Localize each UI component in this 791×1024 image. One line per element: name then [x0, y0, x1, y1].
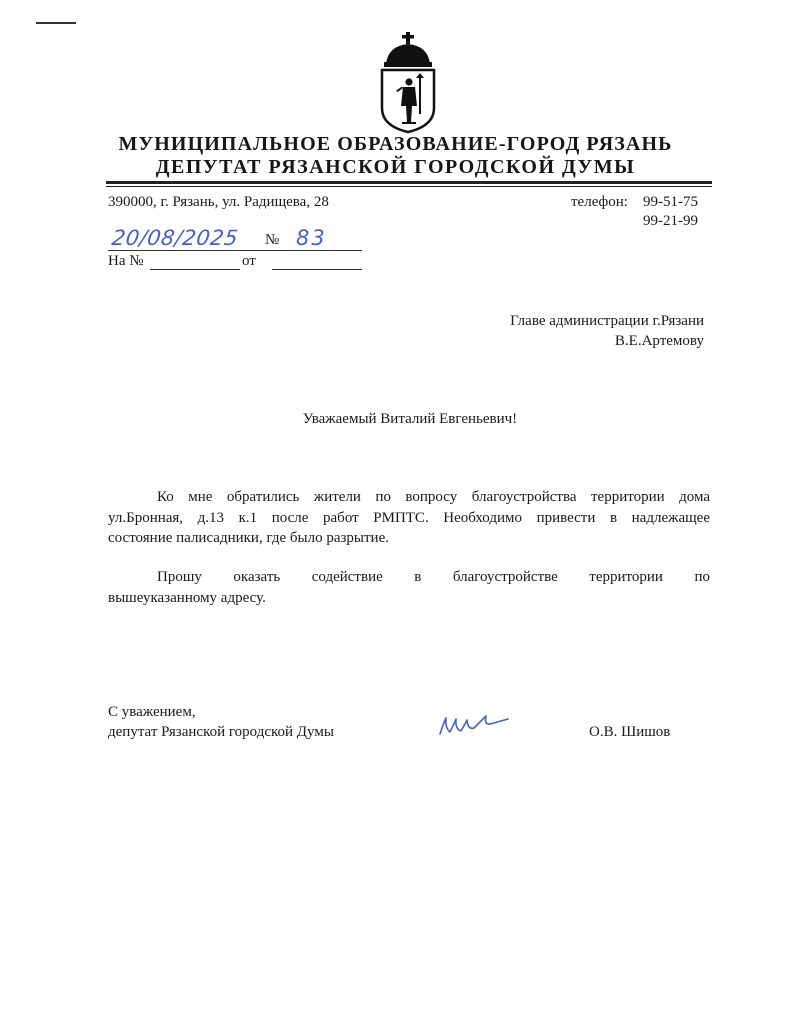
paragraph-line: ул.Бронная, д.13 к.1 после работ РМПТС. Необходимо привести в надлежащее: [108, 509, 710, 526]
paragraph-line: Ко мне обратились жители по вопросу благоустройства территории дома: [157, 489, 710, 505]
header-rule-thin: [106, 186, 712, 187]
signer-name: О.В. Шишов: [589, 724, 671, 740]
number-label: №: [265, 232, 280, 248]
reference-label: На №: [108, 253, 144, 269]
reference-from-label: от: [242, 253, 256, 269]
header-rule-thick: [106, 181, 712, 184]
closing-position: депутат Рязанской городской Думы: [108, 724, 334, 740]
org-title-line1: МУНИЦИПАЛЬНОЕ ОБРАЗОВАНИЕ-ГОРОД РЯЗАНЬ: [118, 133, 673, 155]
addressee-name: В.Е.Артемову: [614, 333, 704, 349]
ryazan-coat-of-arms-icon: [376, 32, 440, 134]
registration-underline: [108, 250, 362, 251]
org-title-line2: ДЕПУТАТ РЯЗАНСКОЙ ГОРОДСКОЙ ДУМЫ: [155, 156, 636, 178]
paragraph-line: Прошу оказать содействие в благоустройстве территории по: [157, 569, 710, 585]
reference-date-blank: [272, 269, 362, 270]
handwritten-date: 20/08/2025: [110, 226, 240, 250]
phone-number-2: 99-21-99: [643, 213, 698, 229]
greeting: Уважаемый Виталий Евгеньевич!: [302, 411, 518, 427]
addressee-position: Главе администрации г.Рязани: [510, 313, 704, 329]
sender-address: 390000, г. Рязань, ул. Радищева, 28: [108, 194, 329, 210]
body-paragraph-2: [108, 567, 710, 608]
paragraph-line: вышеуказанному адресу.: [108, 589, 266, 606]
handwritten-signature-icon: [434, 710, 514, 740]
phone-number-1: 99-51-75: [643, 194, 698, 210]
reference-number-blank: [150, 269, 240, 270]
corner-mark: [36, 22, 76, 24]
closing-regards: С уважением,: [108, 704, 196, 720]
phone-label: телефон:: [571, 194, 628, 210]
handwritten-number: 83: [296, 226, 327, 250]
body-paragraph-1: [108, 487, 710, 549]
paragraph-line: состояние палисадники, где было разрытие.: [108, 530, 389, 546]
